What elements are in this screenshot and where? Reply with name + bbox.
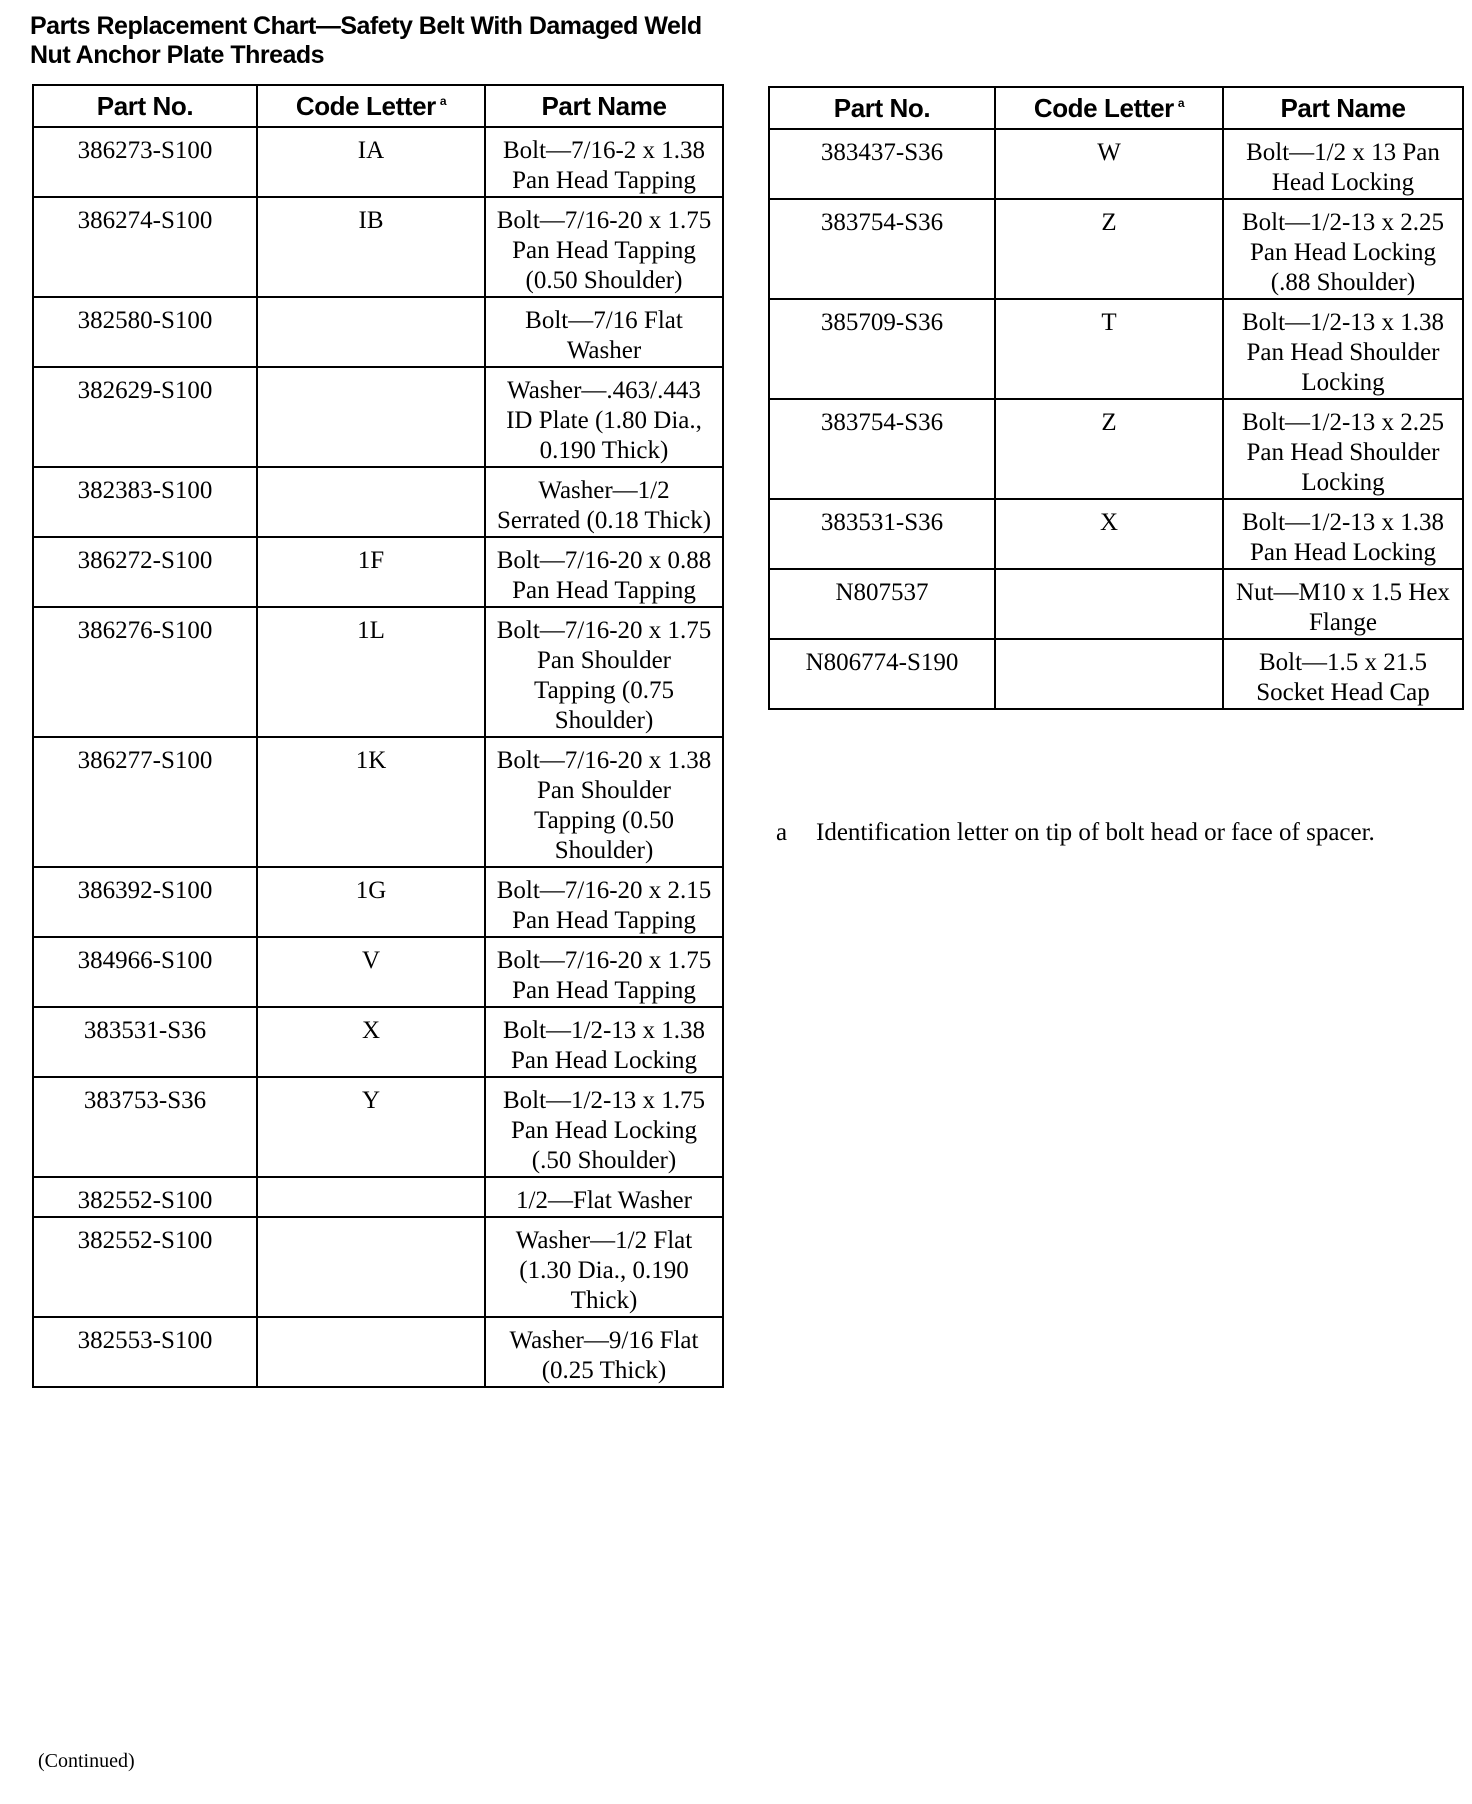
- part-name-cell: Bolt—7/16-20 x 1.38 Pan Shoulder Tapping (0.50 Shoulder): [485, 737, 723, 867]
- footnote-ref: a: [1177, 95, 1185, 110]
- part-no-cell: 382553-S100: [33, 1317, 257, 1387]
- table-row: [769, 639, 1463, 709]
- code-letter-cell: [257, 1317, 485, 1387]
- footnote-mark: a: [776, 819, 788, 846]
- part-no-cell: 382552-S100: [33, 1217, 257, 1317]
- code-letter-cell: 1G: [257, 867, 485, 937]
- code-letter-cell: Y: [257, 1077, 485, 1177]
- table-row: [33, 1217, 723, 1317]
- code-letter-cell: 1L: [257, 607, 485, 737]
- table-row: [769, 199, 1463, 299]
- part-name-cell: Washer—9/16 Flat (0.25 Thick): [485, 1317, 723, 1387]
- part-name-cell: Bolt—1/2-13 x 1.38 Pan Head Locking: [485, 1007, 723, 1077]
- part-name-cell: Bolt—7/16-20 x 1.75 Pan Head Tapping: [485, 937, 723, 1007]
- part-no-cell: 386274-S100: [33, 197, 257, 297]
- part-name-cell: Bolt—1/2 x 13 Pan Head Locking: [1223, 129, 1463, 199]
- header-code-letter: Code Letter $^a$: [995, 87, 1223, 129]
- footnote-ref: a: [439, 93, 447, 108]
- part-no-cell: 386277-S100: [33, 737, 257, 867]
- part-no-cell: 382580-S100: [33, 297, 257, 367]
- part-no-cell: 385709-S36: [769, 299, 995, 399]
- table-row: [33, 467, 723, 537]
- part-name-cell: Bolt—7/16-20 x 1.75 Pan Shoulder Tapping (0.75 Shoulder): [485, 607, 723, 737]
- code-letter-cell: X: [995, 499, 1223, 569]
- part-no-cell: N806774-S190: [769, 639, 995, 709]
- table-row: [33, 367, 723, 467]
- part-no-cell: 386272-S100: [33, 537, 257, 607]
- table-row: [33, 607, 723, 737]
- part-no-cell: 382629-S100: [33, 367, 257, 467]
- part-no-cell: 383437-S36: [769, 129, 995, 199]
- table-body-right: [769, 129, 1463, 709]
- code-letter-cell: IB: [257, 197, 485, 297]
- part-name-cell: Washer—1/2 Serrated (0.18 Thick): [485, 467, 723, 537]
- part-name-cell: Washer—1/2 Flat (1.30 Dia., 0.190 Thick): [485, 1217, 723, 1317]
- part-no-cell: 384966-S100: [33, 937, 257, 1007]
- part-no-cell: 383531-S36: [33, 1007, 257, 1077]
- code-letter-cell: Z: [995, 399, 1223, 499]
- code-letter-cell: W: [995, 129, 1223, 199]
- part-no-cell: N807537: [769, 569, 995, 639]
- table-row: [769, 569, 1463, 639]
- header-part-name: Part Name: [485, 85, 723, 127]
- footnote-text: Identification letter on tip of bolt head or face of spacer.: [816, 819, 1375, 846]
- table-row: [769, 129, 1463, 199]
- table-row: [33, 1317, 723, 1387]
- parts-table-left: [32, 84, 724, 1388]
- part-name-cell: Bolt—7/16 Flat Washer: [485, 297, 723, 367]
- part-no-cell: 382383-S100: [33, 467, 257, 537]
- table-row: [33, 537, 723, 607]
- code-letter-cell: 1K: [257, 737, 485, 867]
- part-name-cell: 1/2—Flat Washer: [485, 1177, 723, 1217]
- part-name-cell: Washer—.463/.443 ID Plate (1.80 Dia., 0.190 Thick): [485, 367, 723, 467]
- table-row: [33, 937, 723, 1007]
- part-no-cell: 383754-S36: [769, 199, 995, 299]
- part-no-cell: 386392-S100: [33, 867, 257, 937]
- part-no-cell: 383531-S36: [769, 499, 995, 569]
- table-row: [33, 1177, 723, 1217]
- table-row: [33, 197, 723, 297]
- code-letter-cell: [257, 1217, 485, 1317]
- part-no-cell: 386273-S100: [33, 127, 257, 197]
- table-row: [769, 299, 1463, 399]
- continued-note: (Continued): [38, 1750, 135, 1772]
- part-no-cell: 382552-S100: [33, 1177, 257, 1217]
- table-row: [33, 297, 723, 367]
- part-name-cell: Bolt—1/2-13 x 2.25 Pan Head Shoulder Locking: [1223, 399, 1463, 499]
- code-letter-cell: [257, 467, 485, 537]
- part-name-cell: Bolt—7/16-20 x 1.75 Pan Head Tapping (0.50 Shoulder): [485, 197, 723, 297]
- table-row: [33, 127, 723, 197]
- code-letter-cell: [257, 1177, 485, 1217]
- header-code-letter: Code Letter $^a$: [257, 85, 485, 127]
- parts-table-right: [768, 86, 1464, 710]
- part-name-cell: Bolt—7/16-2 x 1.38 Pan Head Tapping: [485, 127, 723, 197]
- page-title: Parts Replacement Chart—Safety Belt With Damaged Weld Nut Anchor Plate Threads: [30, 12, 702, 69]
- footnote: [776, 818, 1376, 848]
- table-row: [33, 737, 723, 867]
- table-row: [33, 867, 723, 937]
- part-name-cell: Bolt—1/2-13 x 1.38 Pan Head Shoulder Locking: [1223, 299, 1463, 399]
- code-letter-cell: Z: [995, 199, 1223, 299]
- code-letter-cell: X: [257, 1007, 485, 1077]
- part-name-cell: Nut—M10 x 1.5 Hex Flange: [1223, 569, 1463, 639]
- code-letter-cell: [995, 639, 1223, 709]
- part-name-cell: Bolt—7/16-20 x 0.88 Pan Head Tapping: [485, 537, 723, 607]
- table-header-row: [33, 85, 723, 127]
- part-name-cell: Bolt—1/2-13 x 2.25 Pan Head Locking (.88 Shoulder): [1223, 199, 1463, 299]
- code-letter-cell: 1F: [257, 537, 485, 607]
- part-name-cell: Bolt—7/16-20 x 2.15 Pan Head Tapping: [485, 867, 723, 937]
- part-name-cell: Bolt—1/2-13 x 1.38 Pan Head Locking: [1223, 499, 1463, 569]
- code-letter-cell: IA: [257, 127, 485, 197]
- part-no-cell: 383753-S36: [33, 1077, 257, 1177]
- code-letter-cell: [257, 297, 485, 367]
- header-part-name: Part Name: [1223, 87, 1463, 129]
- part-name-cell: Bolt—1/2-13 x 1.75 Pan Head Locking (.50 Shoulder): [485, 1077, 723, 1177]
- part-no-cell: 383754-S36: [769, 399, 995, 499]
- header-part-no: Part No.: [769, 87, 995, 129]
- code-letter-cell: V: [257, 937, 485, 1007]
- code-letter-cell: [995, 569, 1223, 639]
- code-letter-cell: [257, 367, 485, 467]
- code-letter-cell: T: [995, 299, 1223, 399]
- table-row: [769, 499, 1463, 569]
- table-body-left: [33, 127, 723, 1387]
- table-header-row: [769, 87, 1463, 129]
- table-row: [33, 1077, 723, 1177]
- table-row: [769, 399, 1463, 499]
- header-part-no: Part No.: [33, 85, 257, 127]
- part-name-cell: Bolt—1.5 x 21.5 Socket Head Cap: [1223, 639, 1463, 709]
- part-no-cell: 386276-S100: [33, 607, 257, 737]
- table-row: [33, 1007, 723, 1077]
